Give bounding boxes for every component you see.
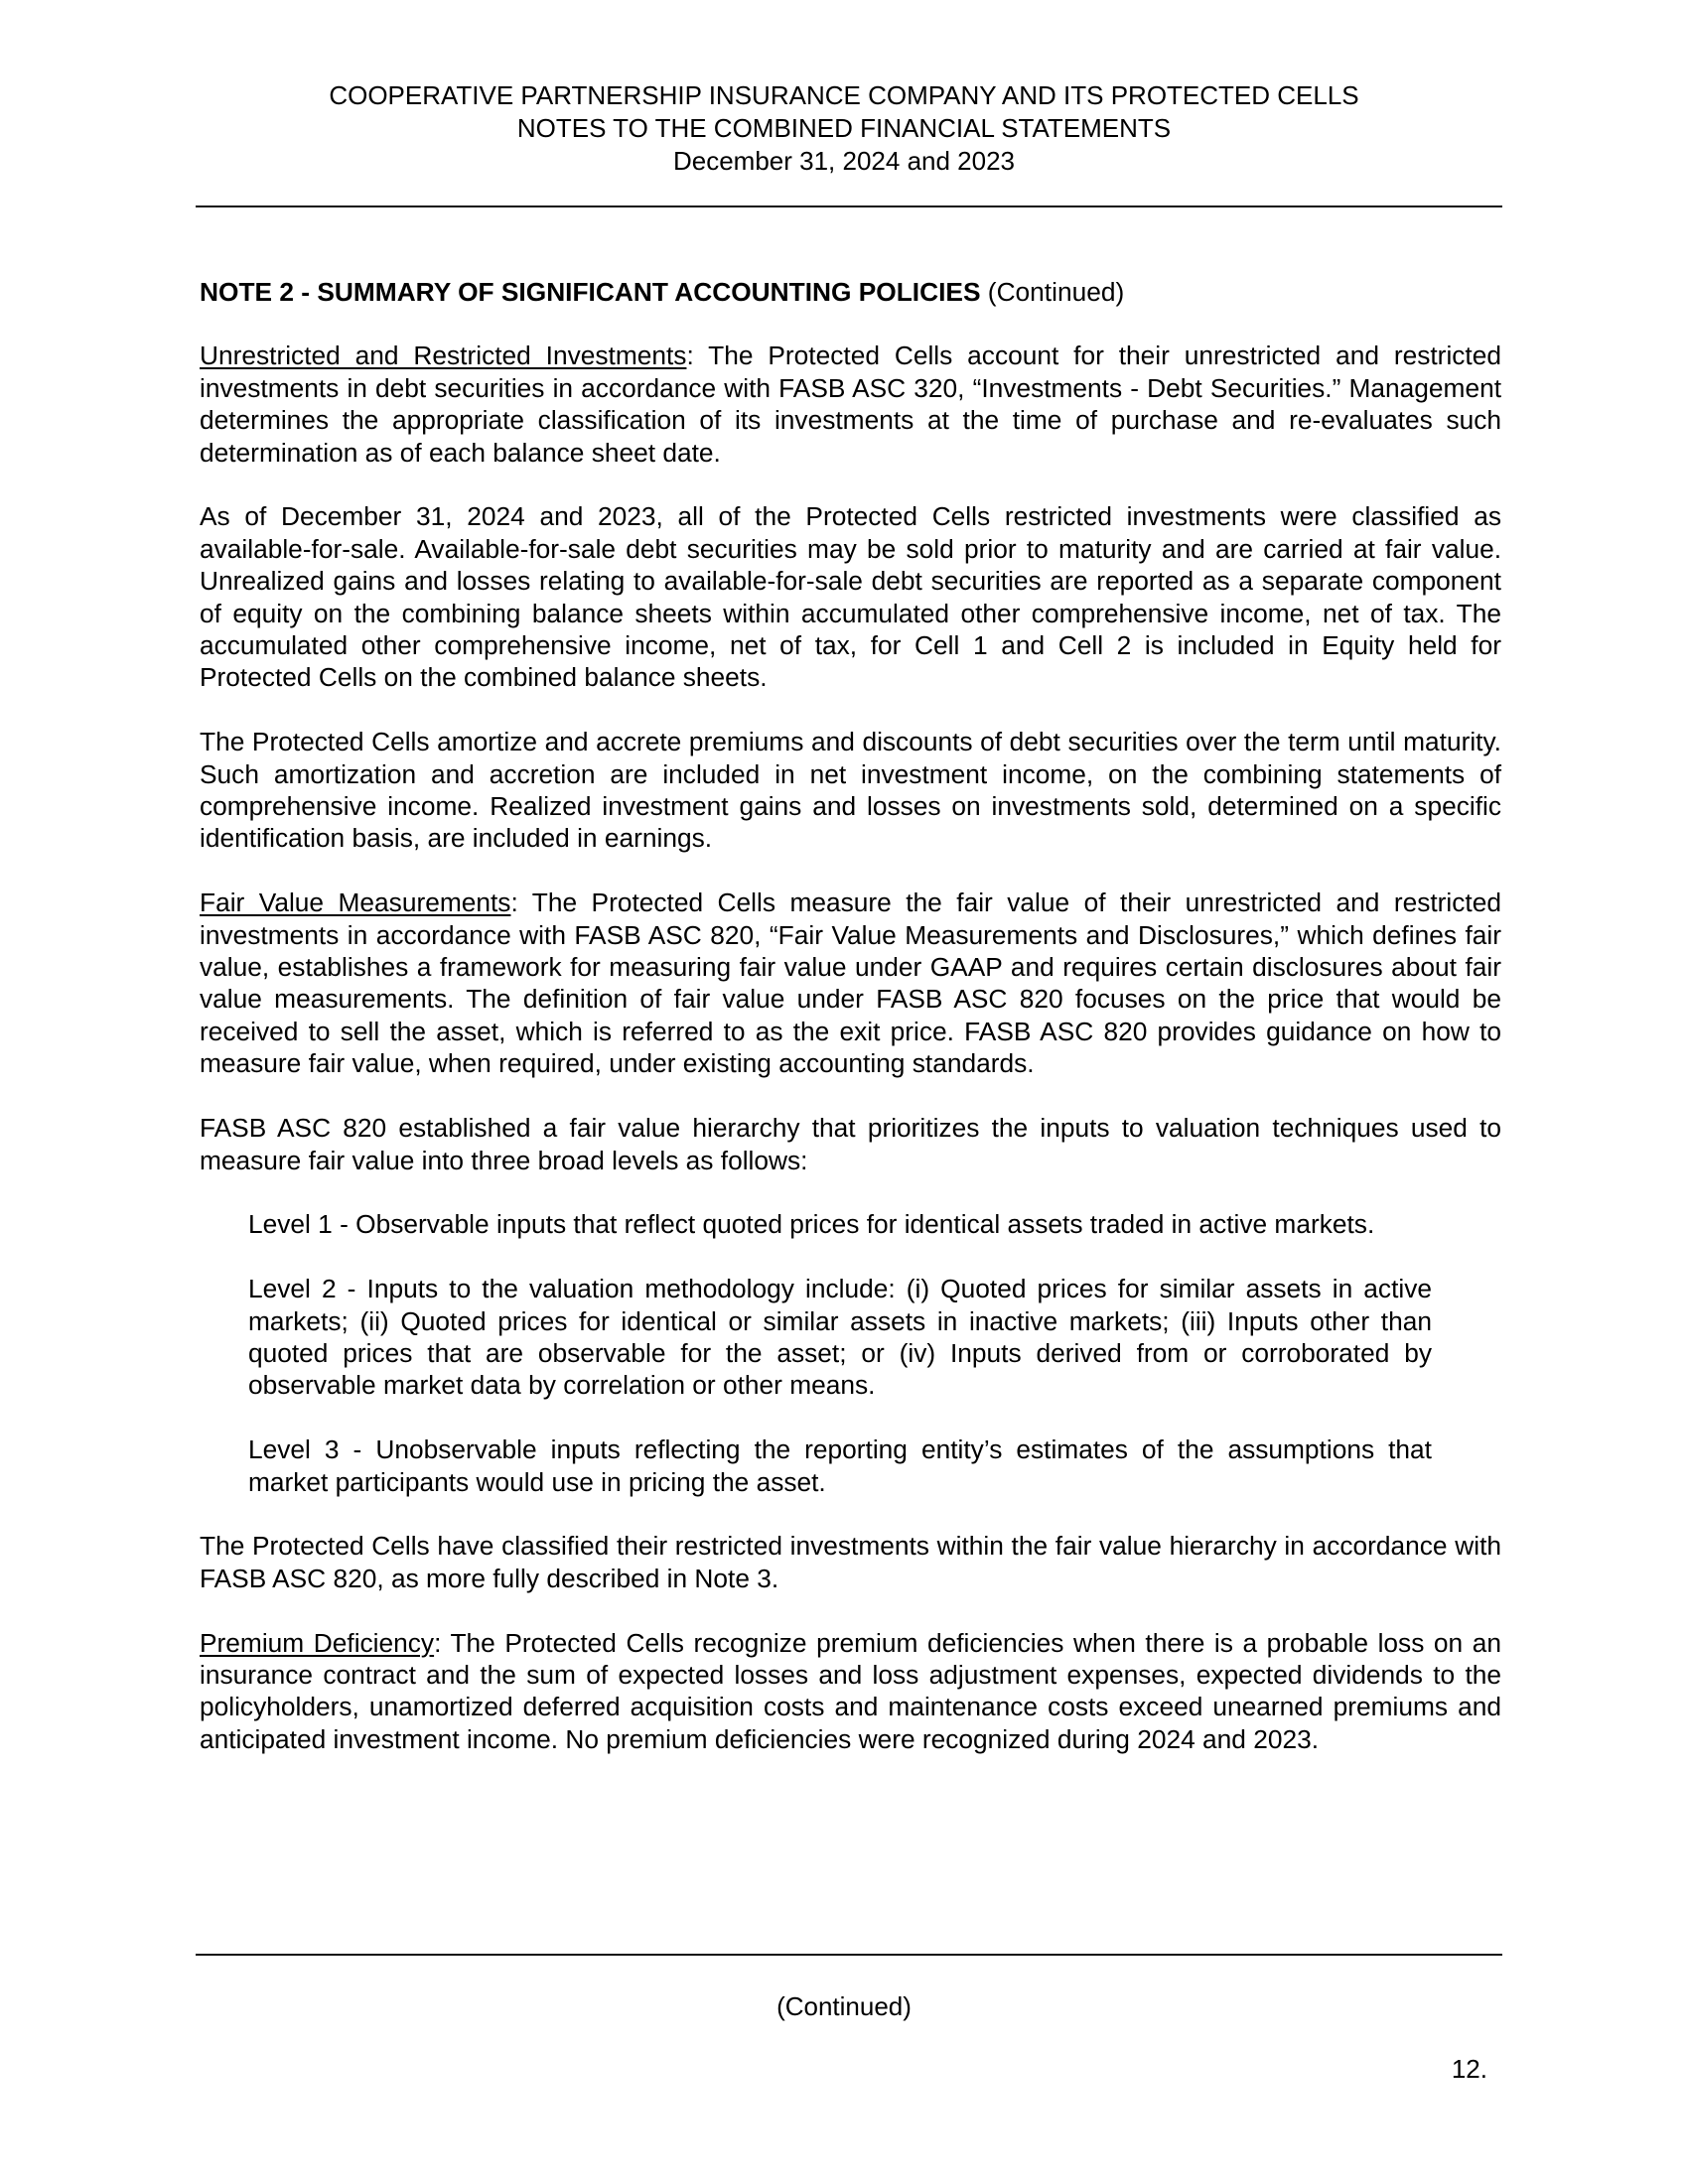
- company-name: COOPERATIVE PARTNERSHIP INSURANCE COMPANY AND ITS PROTECTED CELLS: [329, 80, 1359, 110]
- page-number: 12.: [1451, 2054, 1487, 2084]
- statement-title: NOTES TO THE COMBINED FINANCIAL STATEMENTS: [516, 113, 1172, 143]
- fair-value-levels: [248, 1208, 1432, 1498]
- premium-deficiency-heading: Premium Deficiency: [200, 1627, 435, 1658]
- document-body: [200, 276, 1501, 1788]
- page-header: [0, 79, 1688, 178]
- footer-divider: [196, 1954, 1502, 1956]
- fair-value-paragraph-1: [200, 887, 1501, 1079]
- fair-value-heading: Fair Value Measurements: [200, 887, 511, 918]
- fair-value-paragraph-2: FASB ASC 820 established a fair value hierarchy that prioritizes the inputs to valuation techniques used to measure fair value into three broad levels as follows:: [200, 1113, 1501, 1175]
- investments-intro: : The Protected Cells account for their unrestricted and restricted investments in debt securities in accordance with FASB ASC 320, “Investments - Debt Securities.” Management determines the appropriate classification of its investments at the time of purchase and re-evaluates such determination as of each balance sheet date.: [200, 341, 1501, 468]
- investments-paragraph-3: The Protected Cells amortize and accrete premiums and discounts of debt securities over the term until maturity. Such amortization and accretion are included in net investment income, on the combining statements of comprehensive income. Realized investment gains and losses on investments sold, determined on a specific identification basis, are included in earnings.: [200, 727, 1501, 854]
- investments-paragraph-2: As of December 31, 2024 and 2023, all of the Protected Cells restricted investments were classified as available-for-sale. Available-for-sale debt securities may be sold prior to maturity and are carried at fair value. Unrealized gains and losses relating to available-for-sale debt securities are reported as a separate component of equity on the combining balance sheets within accumulated other comprehensive income, net of tax. The accumulated other comprehensive income, net of tax, for Cell 1 and Cell 2 is included in Equity held for Protected Cells on the combined balance sheets.: [200, 501, 1501, 693]
- fair-value-paragraph-3: The Protected Cells have classified their restricted investments within the fair value hierarchy in accordance with FASB ASC 820, as more fully described in Note 3.: [200, 1531, 1501, 1593]
- note-title: [200, 276, 1501, 308]
- level-1-item: Level 1 - Observable inputs that reflect quoted prices for identical assets traded in active markets.: [248, 1209, 1375, 1240]
- investments-paragraph-1: [200, 340, 1501, 469]
- fair-value-intro: : The Protected Cells measure the fair value of their unrestricted and restricted investments in accordance with FASB ASC 820, “Fair Value Measurements and Disclosures,” which defines fair value, establishes a framework for measuring fair value under GAAP and requires certain disclosures about fair value measurements. The definition of fair value under FASB ASC 820 focuses on the price that would be received to sell the asset, which is referred to as the exit price. FASB ASC 820 provides guidance on how to measure fair value, when required, under existing accounting standards.: [200, 887, 1501, 1079]
- premium-deficiency-paragraph: [200, 1627, 1501, 1756]
- header-divider: [196, 205, 1502, 207]
- statement-date: December 31, 2024 and 2023: [672, 146, 1016, 176]
- note-title-main: NOTE 2 - SUMMARY OF SIGNIFICANT ACCOUNTING POLICIES: [200, 277, 981, 307]
- level-2-item: Level 2 - Inputs to the valuation methodology include: (i) Quoted prices for similar assets in active markets; (ii) Quoted prices for identical or similar assets in inactive markets; (iii) Inputs other than quoted prices that are observable for the asset; or (iv) Inputs derived from or corroborated by observable market data by correlation or other means.: [248, 1274, 1432, 1401]
- investments-heading: Unrestricted and Restricted Investments: [200, 341, 687, 371]
- note-title-suffix: (Continued): [980, 277, 1125, 307]
- continued-label: (Continued): [776, 1991, 912, 2021]
- level-3-item: Level 3 - Unobservable inputs reflecting the reporting entity’s estimates of the assumptions that market participants would use in pricing the asset.: [248, 1434, 1432, 1497]
- premium-deficiency-intro: : The Protected Cells recognize premium deficiencies when there is a probable loss on an insurance contract and the sum of expected losses and loss adjustment expenses, expected dividends to the policyholders, unamortized deferred acquisition costs and maintenance costs exceed unearned premiums and anticipated investment income. No premium deficiencies were recognized during 2024 and 2023.: [200, 1627, 1501, 1754]
